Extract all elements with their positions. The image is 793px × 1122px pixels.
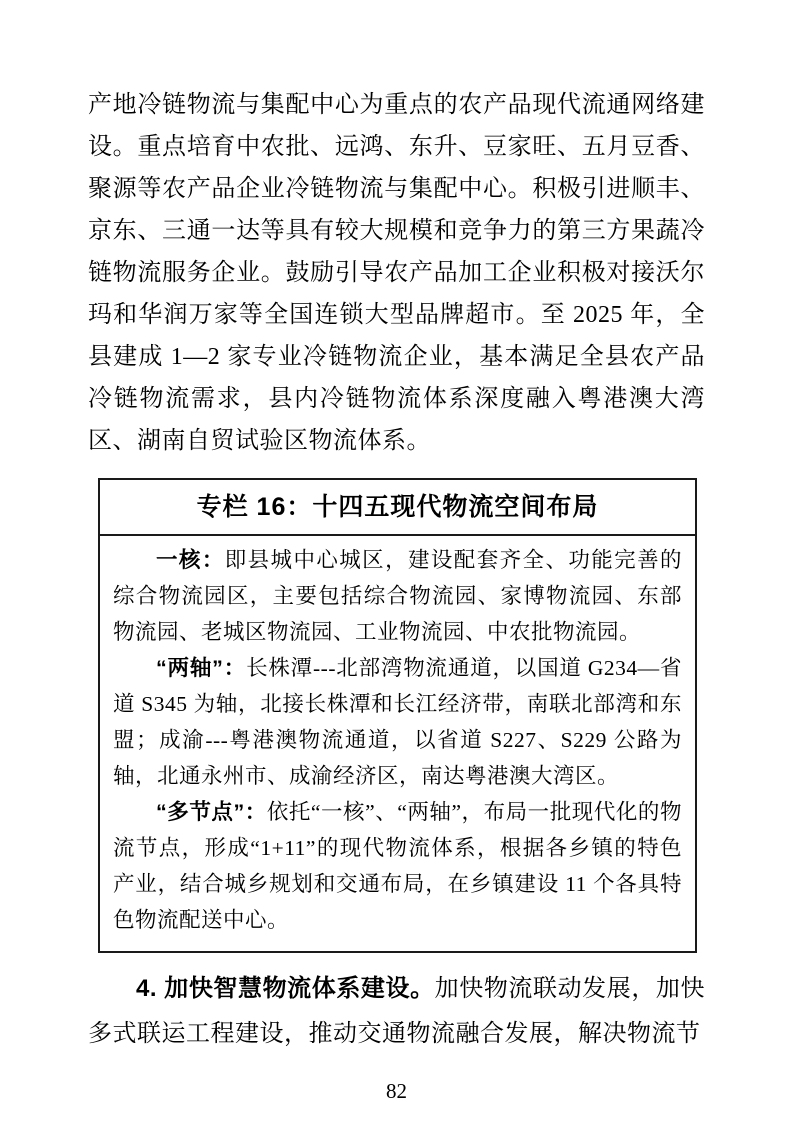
box-paragraph-core bbox=[113, 542, 682, 650]
feature-box-body bbox=[100, 536, 695, 951]
intro-paragraph: 产地冷链物流与集配中心为重点的农产品现代流通网络建设。重点培育中农批、远鸿、东升、豆家旺、五月豆香、聚源等农产品企业冷链物流与集配中心。积极引进顺丰、京东、三通一达等具有较大规模和竞争力的第三方果蔬冷链物流服务企业。鼓励引导农产品加工企业积极对接沃尔玛和华润万家等全国连锁大型品牌超市。至 2025 年，全县建成 1—2 家专业冷链物流企业，基本满足全县农产品冷链物流需求，县内冷链物流体系深度融入粤港澳大湾区、湖南自贸试验区物流体系。 bbox=[88, 92, 705, 454]
box-paragraph-core-lead: 一核： bbox=[156, 548, 225, 572]
box-paragraph-nodes bbox=[113, 794, 682, 938]
box-paragraph-core-text: 即县城中心城区，建设配套齐全、功能完善的综合物流园区，主要包括综合物流园、家博物流园、东部物流园、老城区物流园、工业物流园、中农批物流园。 bbox=[113, 548, 682, 644]
feature-box-title: 专栏 16：十四五现代物流空间布局 bbox=[100, 480, 695, 536]
box-paragraph-axes-text: 长株潭---北部湾物流通道，以国道 G234—省道 S345 为轴，北接长株潭和长江经济带，南联北部湾和东盟；成渝---粤港澳物流通道，以省道 S227、S229 公路为轴，北通永州市、成渝经济区，南达粤港澳大湾区。 bbox=[113, 656, 682, 788]
closing-paragraph-text: 加快物流联动发展，加快多式联运工程建设，推动交通物流融合发展，解决物流节 bbox=[88, 976, 705, 1047]
closing-paragraph-lead: 4. 加快智慧物流体系建设。 bbox=[136, 975, 435, 1002]
closing-paragraph bbox=[88, 966, 705, 1057]
feature-box bbox=[98, 478, 697, 953]
box-paragraph-nodes-lead: “多节点”： bbox=[156, 800, 267, 824]
box-paragraph-nodes-text: 依托“一核”、“两轴”，布局一批现代化的物流节点，形成“1+11”的现代物流体系，根据各乡镇的特色产业，结合城乡规划和交通布局，在乡镇建设 11 个各具特色物流配送中心。 bbox=[113, 800, 682, 932]
box-paragraph-axes bbox=[113, 650, 682, 794]
page-number: 82 bbox=[386, 1079, 407, 1103]
box-paragraph-axes-lead: “两轴”： bbox=[156, 656, 247, 680]
